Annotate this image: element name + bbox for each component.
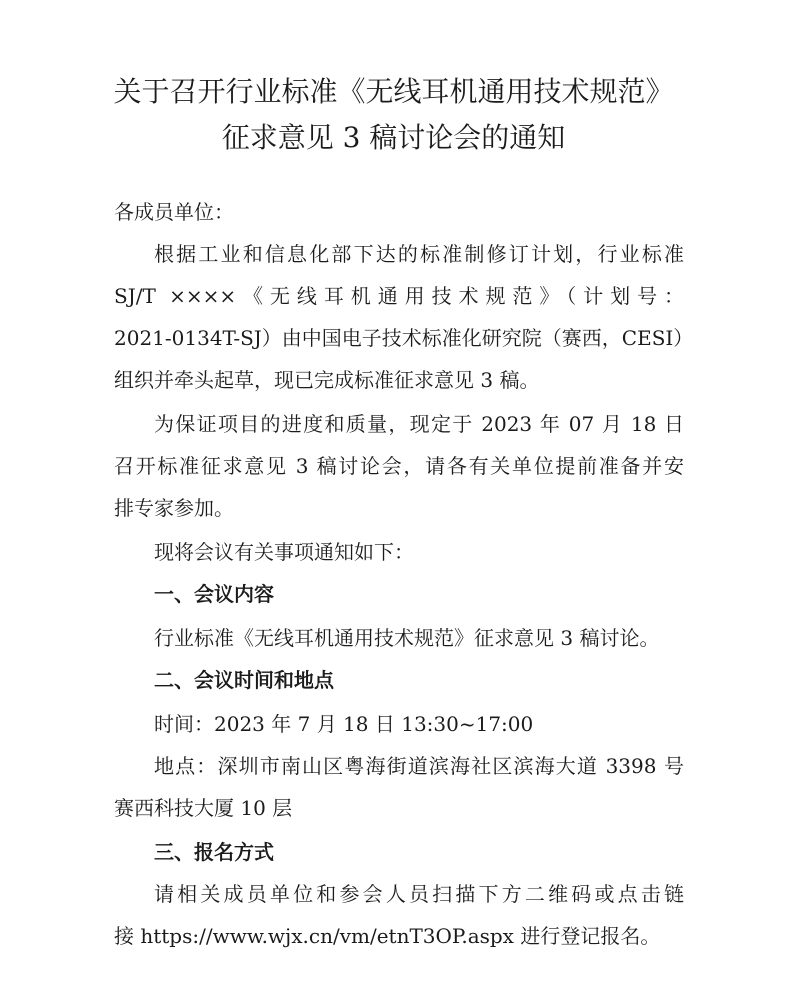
p2-line-2: 召开标准征求意见 3 稿讨论会，请各有关单位提前准备并安 — [114, 454, 684, 478]
section-1-body: 行业标准《无线耳机通用技术规范》征求意见 3 稿讨论。 — [154, 626, 660, 650]
section-3-heading: 三、报名方式 — [154, 840, 274, 864]
section-2-heading: 二、会议时间和地点 — [154, 668, 334, 692]
p2-line-1: 为保证项目的进度和质量，现定于 2023 年 07 月 18 日 — [154, 412, 684, 436]
meeting-location-line-2: 赛西科技大厦 10 层 — [114, 796, 293, 820]
registration-line-2: 接 https://www.wjx.cn/vm/etnT3OP.aspx 进行登记报名。 — [114, 924, 661, 948]
salutation: 各成员单位： — [114, 200, 234, 224]
p1-line-1: 根据工业和信息化部下达的标准制修订计划，行业标准 — [154, 242, 684, 266]
p3-line-1: 现将会议有关事项通知如下： — [154, 540, 414, 564]
p1-line-4: 组织并牵头起草，现已完成标准征求意见 3 稿。 — [114, 368, 540, 392]
p1-line-2: SJ/T ××××《无线耳机通用技术规范》（计划号： — [114, 284, 684, 308]
meeting-time: 时间：2023 年 7 月 18 日 13:30~17:00 — [154, 712, 534, 736]
p1-line-3: 2021-0134T-SJ）由中国电子技术标准化研究院（赛西，CESI） — [114, 326, 694, 350]
p2-line-3: 排专家参加。 — [114, 496, 234, 520]
registration-line-1: 请相关成员单位和参会人员扫描下方二维码或点击链 — [154, 882, 684, 906]
document-title-line-2: 征求意见 3 稿讨论会的通知 — [221, 121, 566, 154]
section-1-heading: 一、会议内容 — [154, 582, 274, 606]
document-title-line-1: 关于召开行业标准《无线耳机通用技术规范》 — [113, 75, 674, 108]
meeting-location-line-1: 地点：深圳市南山区粤海街道滨海社区滨海大道 3398 号 — [154, 754, 684, 778]
